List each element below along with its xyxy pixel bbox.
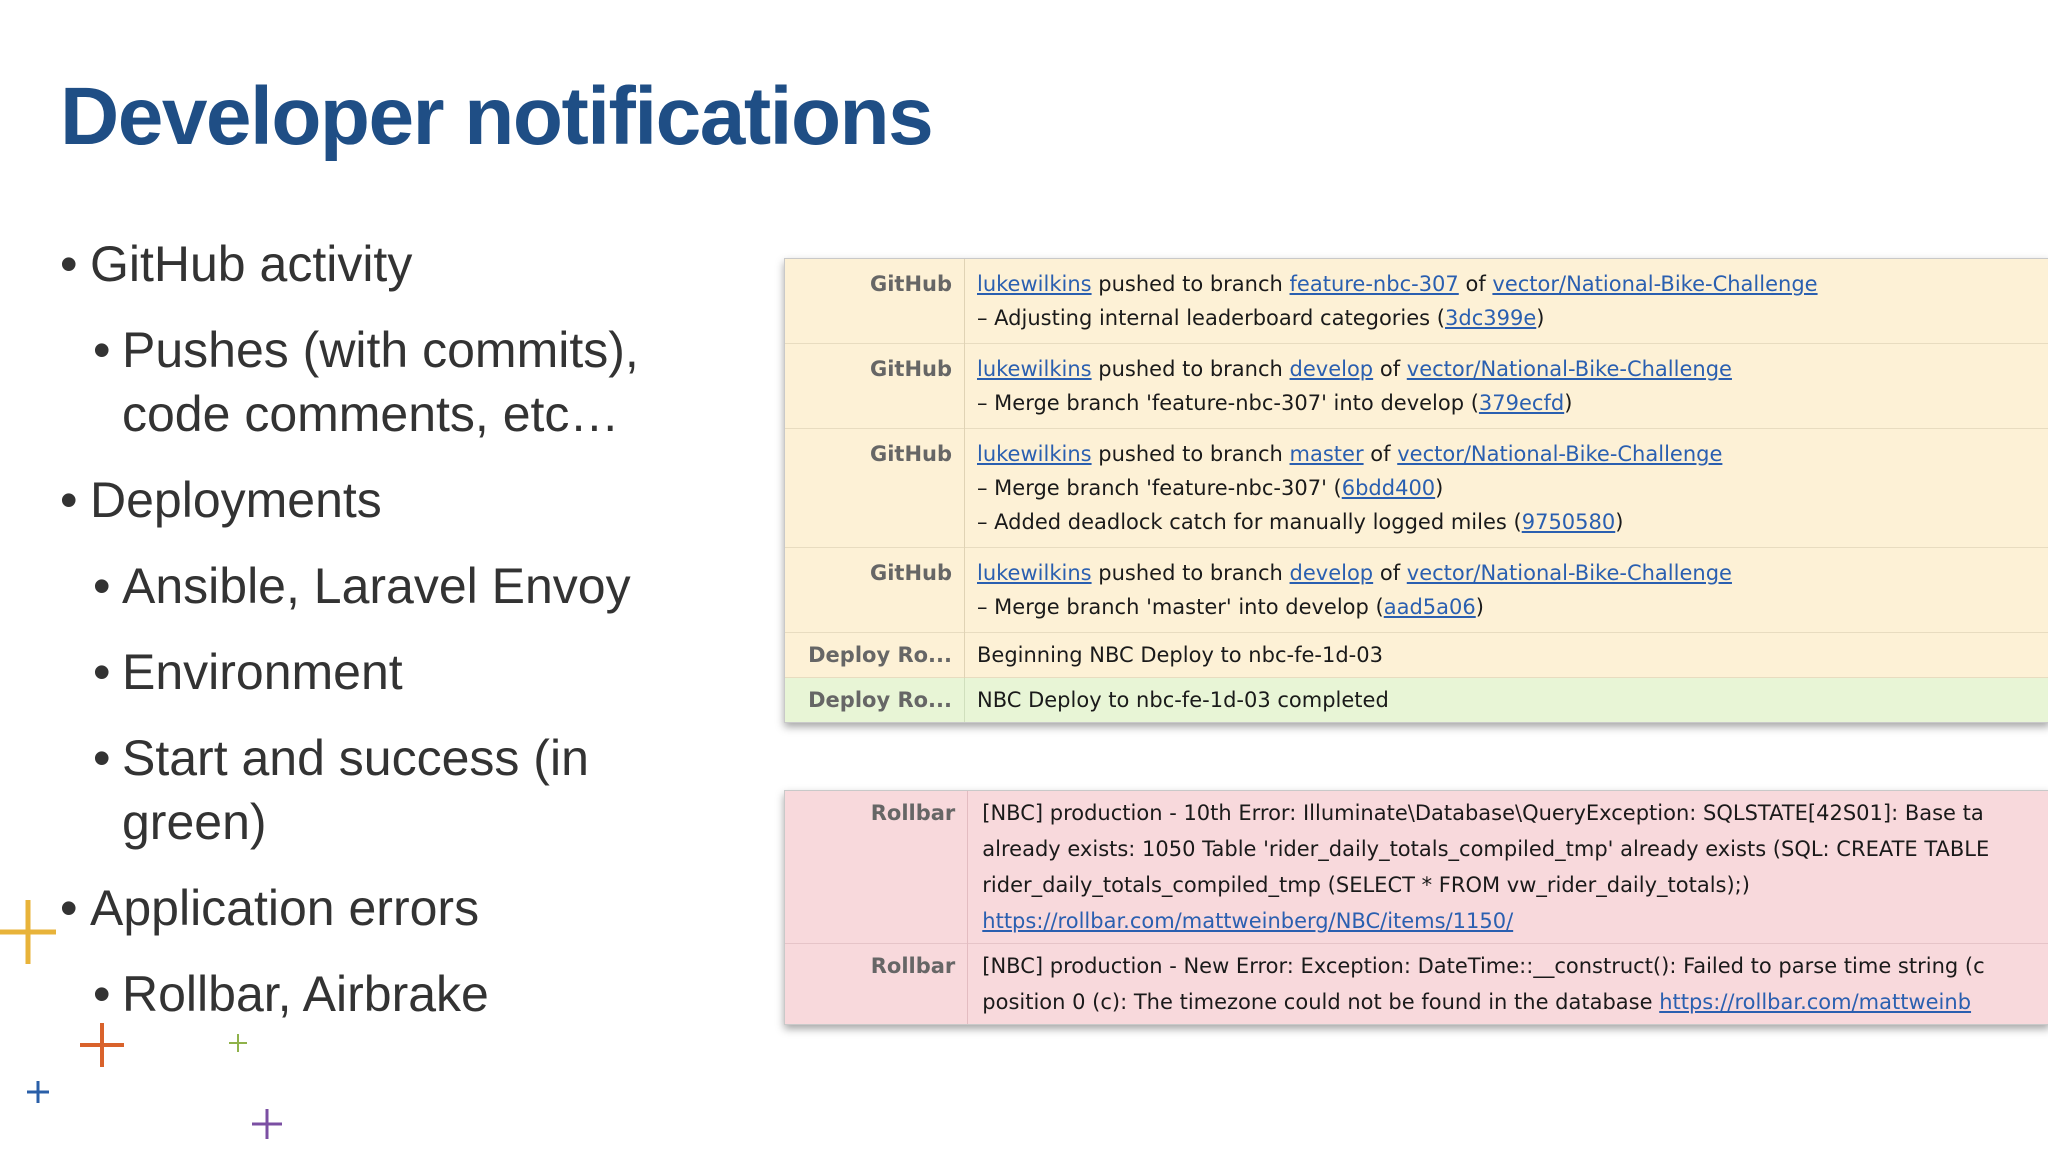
repo-link[interactable]: vector/National-Bike-Challenge bbox=[1406, 561, 1732, 585]
deploy-message: Beginning NBC Deploy to nbc-fe-1d-03 bbox=[965, 633, 2048, 678]
bullet-text-continued: code comments, etc… bbox=[122, 386, 620, 442]
bullet-text: Application errors bbox=[90, 880, 480, 936]
bullet-item bbox=[60, 318, 700, 446]
feed-row bbox=[785, 429, 2048, 548]
commit-link[interactable]: 379ecfd bbox=[1478, 391, 1565, 415]
repo-link[interactable]: vector/National-Bike-Challenge bbox=[1406, 357, 1732, 381]
bullet-text: Ansible, Laravel Envoy bbox=[122, 558, 631, 614]
user-link[interactable]: lukewilkins bbox=[977, 561, 1092, 585]
github-feed-panel bbox=[784, 258, 2048, 723]
plus-icon bbox=[80, 1023, 124, 1067]
bullet-text: Deployments bbox=[90, 472, 382, 528]
source-label: Deploy Ro... bbox=[785, 633, 965, 678]
user-link[interactable]: lukewilkins bbox=[977, 272, 1092, 296]
source-label: Rollbar bbox=[785, 791, 968, 944]
bullet-text: Environment bbox=[122, 644, 403, 700]
source-label: Deploy Ro... bbox=[785, 678, 965, 723]
bullet-item bbox=[60, 468, 700, 532]
commit-link[interactable]: aad5a06 bbox=[1383, 595, 1476, 619]
plus-icon bbox=[252, 1109, 282, 1139]
bullet-item bbox=[60, 554, 700, 618]
feed-row bbox=[785, 548, 2048, 633]
branch-link[interactable]: feature-nbc-307 bbox=[1289, 272, 1459, 296]
error-message: [NBC] production - 10th Error: Illuminate\Database\QueryException: SQLSTATE[42S01]: Base ta already exists: 1050 Table 'rider_daily_totals_compiled_tmp' already exists (SQL: CREATE TABLE rider_daily_totals_compiled_tmp (SELECT * FROM vw_rider_daily_totals);) https://rollbar.com/mattweinberg/NBC/items/1150/ bbox=[982, 801, 1990, 933]
source-label: GitHub bbox=[785, 259, 965, 344]
plus-icon bbox=[0, 900, 56, 964]
feed-message: lukewilkins pushed to branch develop of vector/National-Bike-Challenge – Merge branch 'feature-nbc-307' into develop (379ecfd) bbox=[965, 344, 2048, 429]
bullet-text-continued: green) bbox=[122, 794, 267, 850]
rollbar-item-link[interactable]: https://rollbar.com/mattweinb bbox=[1659, 990, 1972, 1014]
feed-message: lukewilkins pushed to branch master of vector/National-Bike-Challenge – Merge branch 'feature-nbc-307' (6bdd400) – Added deadlock catch for manually logged miles (9750580) bbox=[965, 429, 2048, 548]
deploy-message: NBC Deploy to nbc-fe-1d-03 completed bbox=[965, 678, 2048, 723]
deploy-row bbox=[785, 633, 2048, 678]
source-label: GitHub bbox=[785, 429, 965, 548]
user-link[interactable]: lukewilkins bbox=[977, 357, 1092, 381]
bullet-text: GitHub activity bbox=[90, 236, 413, 292]
bullet-list bbox=[60, 232, 700, 1048]
branch-link[interactable]: master bbox=[1289, 442, 1364, 466]
user-link[interactable]: lukewilkins bbox=[977, 442, 1092, 466]
plus-icon bbox=[229, 1034, 247, 1052]
error-row bbox=[785, 791, 2048, 944]
source-label: GitHub bbox=[785, 344, 965, 429]
bullet-text: Start and success (in bbox=[122, 730, 589, 786]
source-label: GitHub bbox=[785, 548, 965, 633]
slide-title: Developer notifications bbox=[60, 71, 933, 162]
repo-link[interactable]: vector/National-Bike-Challenge bbox=[1492, 272, 1818, 296]
feed-row bbox=[785, 344, 2048, 429]
deploy-success-row bbox=[785, 678, 2048, 723]
feed-message: lukewilkins pushed to branch feature-nbc-307 of vector/National-Bike-Challenge – Adjusting internal leaderboard categories (3dc399e) bbox=[977, 272, 1818, 330]
branch-link[interactable]: develop bbox=[1289, 561, 1374, 585]
commit-link[interactable]: 9750580 bbox=[1521, 510, 1616, 534]
source-label: Rollbar bbox=[785, 944, 968, 1025]
rollbar-item-link[interactable]: https://rollbar.com/mattweinberg/NBC/items/1150/ bbox=[982, 909, 1514, 933]
rollbar-feed-panel bbox=[784, 790, 2048, 1025]
branch-link[interactable]: develop bbox=[1289, 357, 1374, 381]
commit-link[interactable]: 3dc399e bbox=[1445, 306, 1537, 330]
bullet-text: Rollbar, Airbrake bbox=[122, 966, 489, 1022]
feed-row bbox=[785, 259, 2048, 344]
error-row bbox=[785, 944, 2048, 1025]
bullet-item bbox=[60, 876, 700, 940]
bullet-item bbox=[60, 640, 700, 704]
repo-link[interactable]: vector/National-Bike-Challenge bbox=[1397, 442, 1723, 466]
bullet-text: Pushes (with commits), bbox=[122, 322, 639, 378]
bullet-item bbox=[60, 726, 700, 854]
bullet-item bbox=[60, 962, 700, 1026]
plus-icon bbox=[27, 1081, 49, 1103]
feed-message: lukewilkins pushed to branch develop of vector/National-Bike-Challenge – Merge branch 'master' into develop (aad5a06) bbox=[965, 548, 2048, 633]
error-message: [NBC] production - New Error: Exception: DateTime::__construct(): Failed to parse time string (c position 0 (c): The timezone could not be found in the database https://rollbar.com/mattweinb bbox=[968, 944, 2048, 1025]
commit-link[interactable]: 6bdd400 bbox=[1341, 476, 1436, 500]
bullet-item bbox=[60, 232, 700, 296]
